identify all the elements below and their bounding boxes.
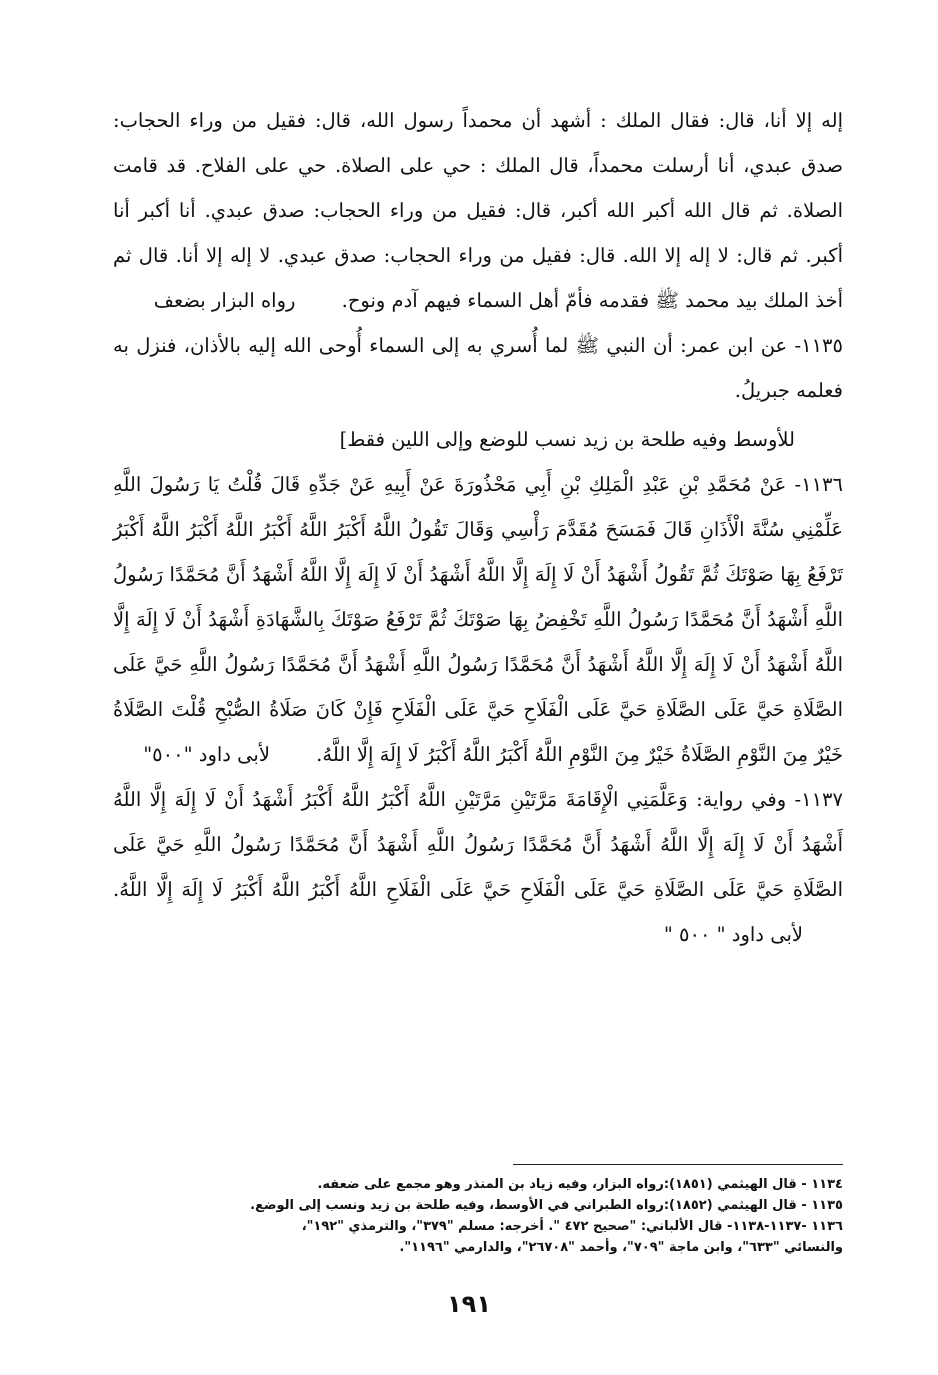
footnote-1136: ١١٣٦ -١١٣٧-١١٣٨- قال الألباني: "صحيح ٤٧٢ ". أخرجه: مسلم "٣٧٩"، والترمذي "١٩٢"، (301, 1219, 843, 1234)
hadith-1136 (113, 462, 843, 777)
hadith-source: لأبى داود " ٥٠٠ " (663, 923, 803, 946)
footnotes (108, 1174, 843, 1258)
hadith-source: لأبى داود "٥٠٠" (143, 743, 270, 766)
main-text (113, 98, 843, 957)
hadith-1135 (113, 323, 843, 413)
paragraph-text: إله إلا أنا، قال: فقال الملك : أشهد أن محمداً رسول الله، قال: فقيل من وراء الحجاب: صدق عبدي، أنا أرسلت محمداً، قال الملك : حي على الصلاة. حي على الفلاح. قد قامت الصلاة. ثم قال الله أكبر الله أكبر، قال: فقيل من وراء الحجاب: صدق عبدي. أنا أكبر أنا أكبر. ثم قال: لا إله إلا الله. قال: فقيل من وراء الحجاب: صدق عبدي. لا إله إلا أنا. قال ثم أخذ الملك بيد محمد ﷺ فقدمه فأمّ أهل السماء فيهم آدم ونوح. (113, 109, 843, 312)
footnote-divider (513, 1164, 843, 1165)
paragraph-1134-end (113, 98, 843, 323)
footnote-1134: ١١٣٤ - قال الهيثمي (١٨٥١):رواه البزار، وفيه زياد بن المنذر وهو مجمع على ضعفه. (317, 1177, 843, 1192)
hadith-text: ١١٣٦- عَنْ مُحَمَّدِ بْنِ عَبْدِ الْمَلِكِ بْنِ أَبِي مَحْذُورَةَ عَنْ أَبِيهِ عَنْ جَدِّهِ قَالَ قُلْتُ يَا رَسُولَ اللَّهِ عَلِّمْنِي سُنَّةَ الْأَذَانِ قَالَ فَمَسَحَ مُقَدَّمَ رَأْسِي وَقَالَ تَقُولُ اللَّهُ أَكْبَرُ اللَّهُ أَكْبَرُ اللَّهُ أَكْبَرُ اللَّهُ أَكْبَرُ تَرْفَعُ بِهَا صَوْتَكَ ثُمَّ تَقُولُ أَشْهَدُ أَنْ لَا إِلَهَ إِلَّا اللَّهُ أَشْهَدُ أَنْ لَا إِلَهَ إِلَّا اللَّهُ أَشْهَدُ أَنَّ مُحَمَّدًا رَسُولُ اللَّهِ أَشْهَدُ أَنَّ مُحَمَّدًا رَسُولُ اللَّهِ تَخْفِضُ بِهَا صَوْتَكَ ثُمَّ تَرْفَعُ صَوْتَكَ بِالشَّهَادَةِ أَشْهَدُ أَنْ لَا إِلَهَ إِلَّا اللَّهُ أَشْهَدُ أَنْ لَا إِلَهَ إِلَّا اللَّهُ أَشْهَدُ أَنَّ مُحَمَّدًا رَسُولُ اللَّهِ أَشْهَدُ أَنَّ مُحَمَّدًا رَسُولُ اللَّهِ حَيَّ عَلَى الصَّلَاةِ حَيَّ عَلَى الصَّلَاةِ حَيَّ عَلَى الْفَلَاحِ حَيَّ عَلَى الْفَلَاحِ فَإِنْ كَانَ صَلَاةُ الصُّبْحِ قُلْتَ الصَّلَاةُ خَيْرٌ مِنَ النَّوْمِ الصَّلَاةُ خَيْرٌ مِنَ النَّوْمِ اللَّهُ أَكْبَرُ اللَّهُ أَكْبَرُ لَا إِلَهَ إِلَّا اللَّهُ. (113, 473, 843, 766)
source-note-1135: للأوسط وفيه طلحة بن زيد نسب للوضع وإلى اللين فقط] (339, 428, 795, 451)
paragraph-text: ١١٣٥- عن ابن عمر: أن النبي ﷺ لما أُسري به إلى السماء أُوحى الله إليه بالأذان، فنزل به فعلمه جبريلُ. (113, 334, 843, 402)
hadith-1137 (113, 777, 843, 957)
page-number: ١٩١ (447, 1290, 491, 1318)
footnote-1136-cont: والنسائي "٦٣٣"، وابن ماجة "٧٠٩"، وأحمد "٢٦٧٠٨"، والدارمي "١١٩٦". (399, 1240, 843, 1255)
hadith-text: ١١٣٧- وفي رواية: وَعَلَّمَنِي الْإِقَامَةَ مَرَّتَيْنِ مَرَّتَيْنِ اللَّهُ أَكْبَرُ اللَّهُ أَكْبَرُ أَشْهَدُ أَنْ لَا إِلَهَ إِلَّا اللَّهُ أَشْهَدُ أَنْ لَا إِلَهَ إِلَّا اللَّهُ أَشْهَدُ أَنَّ مُحَمَّدًا رَسُولُ اللَّهِ أَشْهَدُ أَنَّ مُحَمَّدًا رَسُولُ اللَّهِ حَيَّ عَلَى الصَّلَاةِ حَيَّ عَلَى الصَّلَاةِ حَيَّ عَلَى الْفَلَاحِ حَيَّ عَلَى الْفَلَاحِ اللَّهُ أَكْبَرُ اللَّهُ أَكْبَرُ لَا إِلَهَ إِلَّا اللَّهُ. (113, 788, 843, 901)
source-note-1134: رواه البزار بضعف (153, 289, 296, 312)
footnote-1135: ١١٣٥ - قال الهيثمي (١٨٥٢):رواه الطبراني في الأوسط، وفيه طلحة بن زيد ونسب إلى الوضع. (250, 1198, 843, 1213)
